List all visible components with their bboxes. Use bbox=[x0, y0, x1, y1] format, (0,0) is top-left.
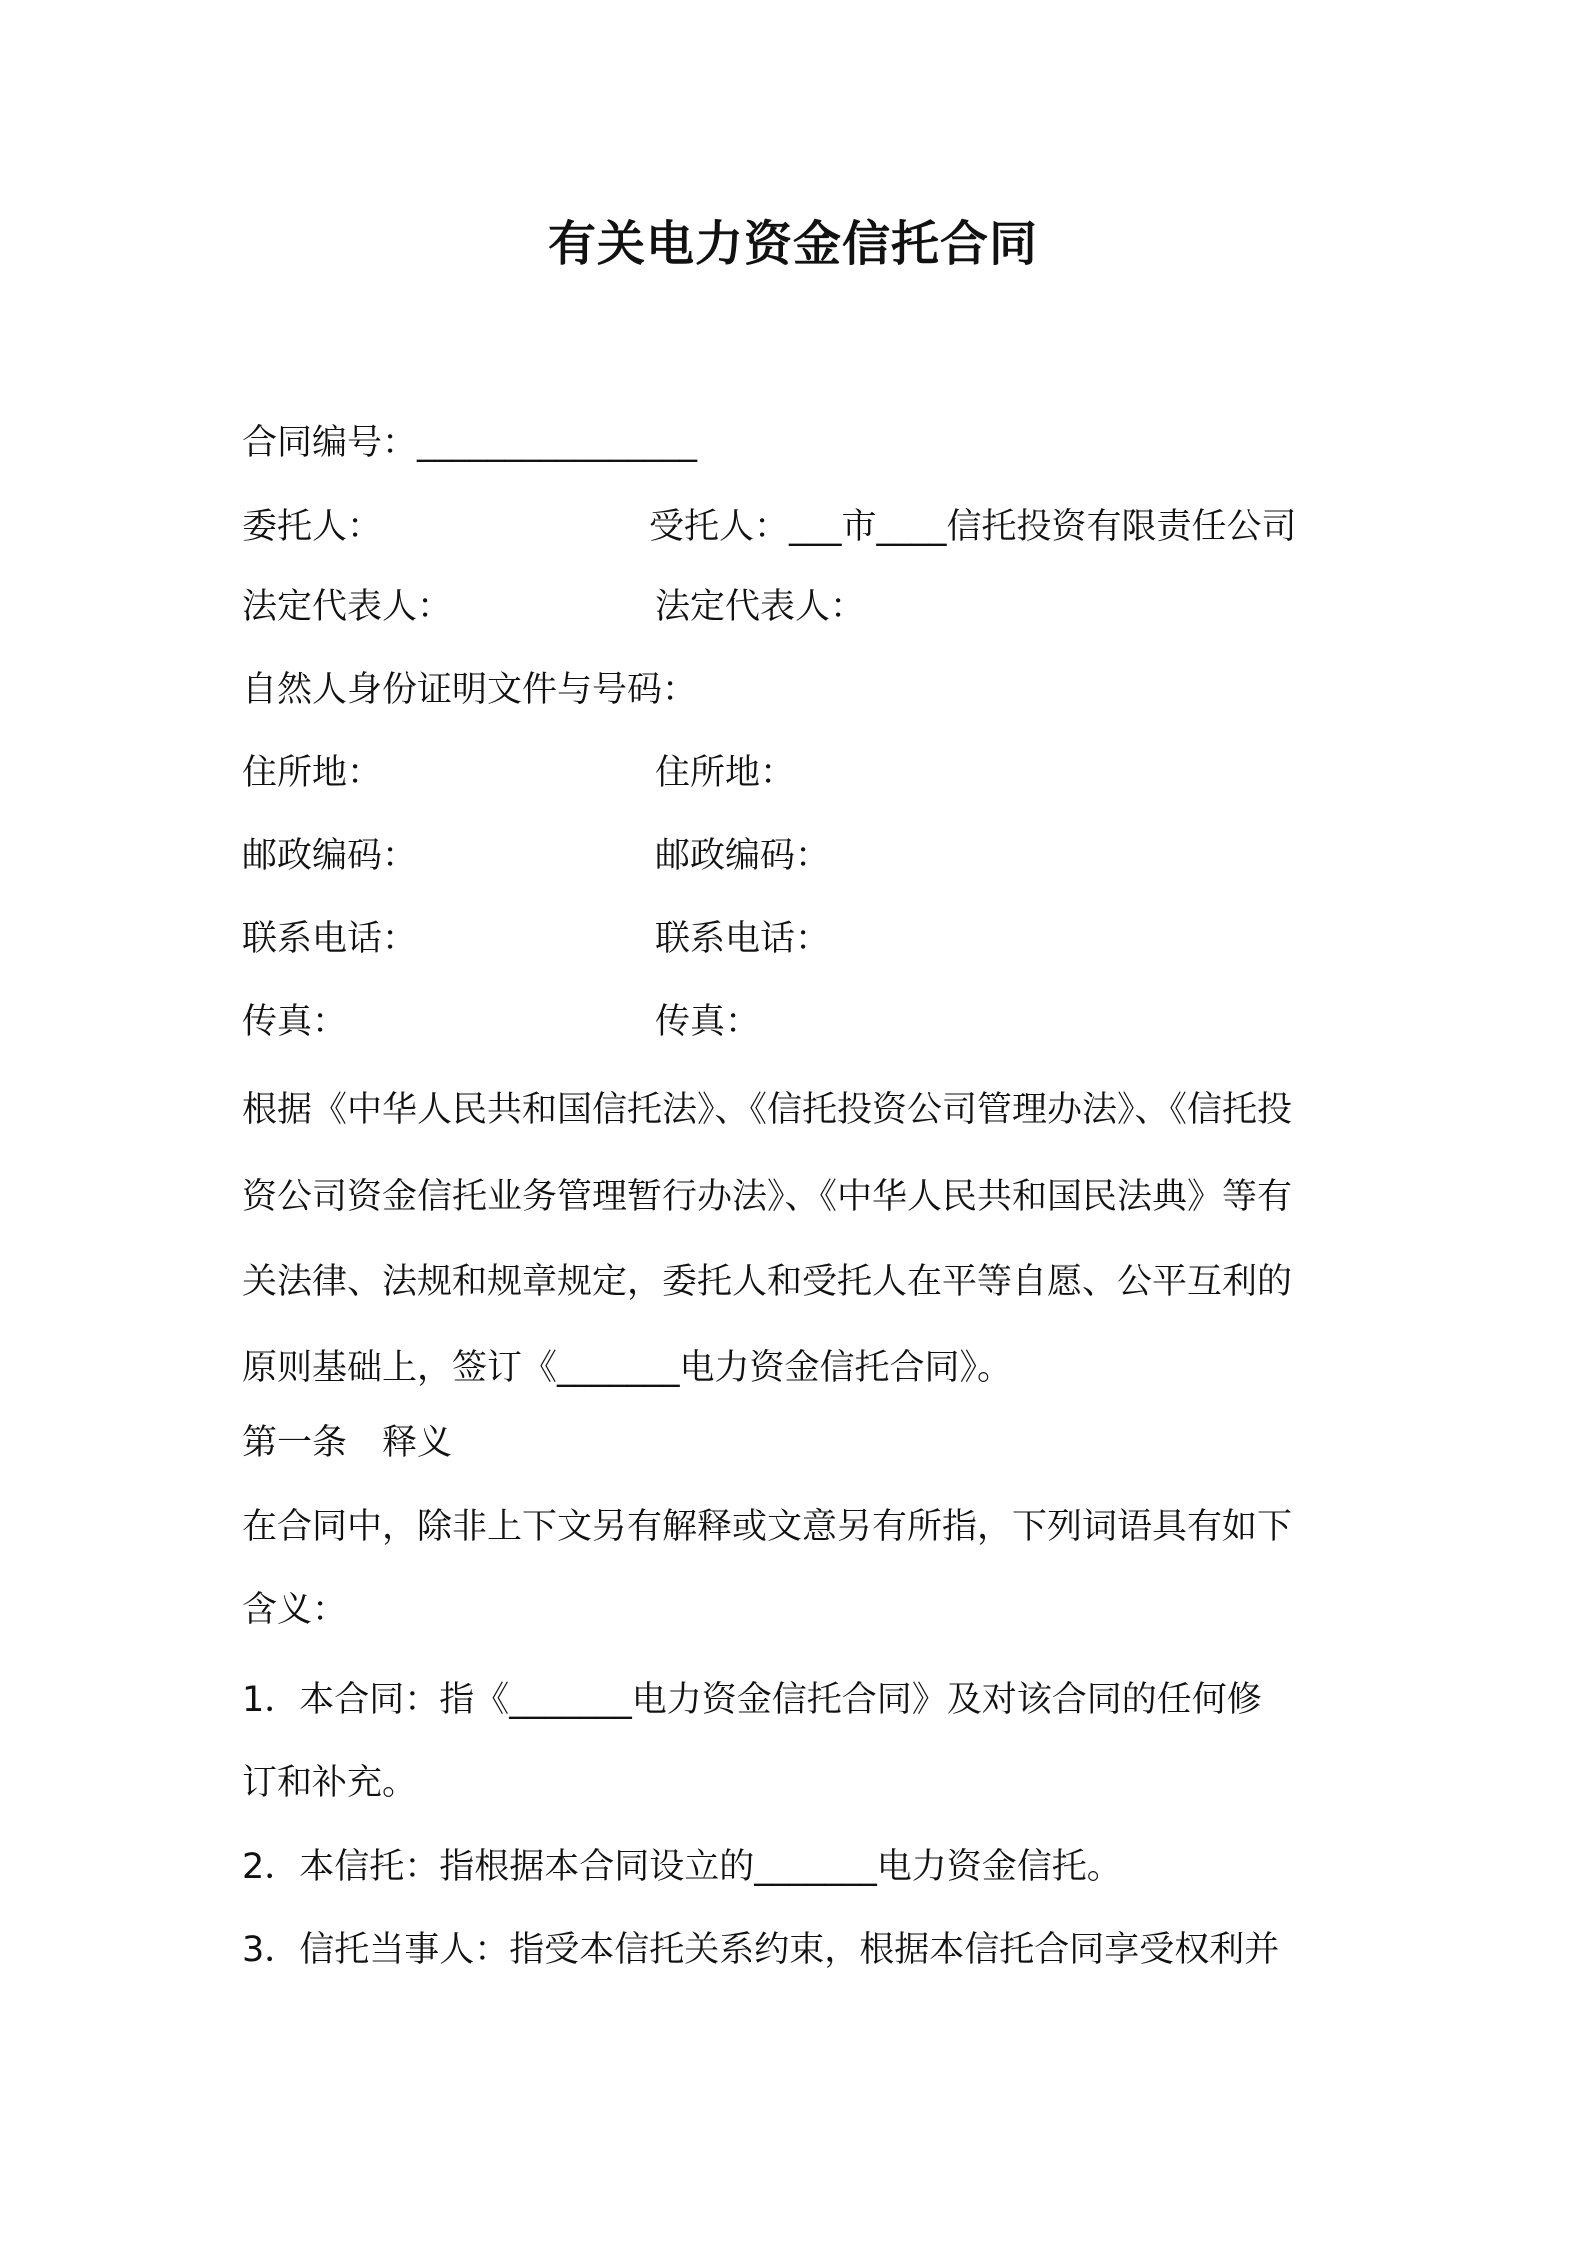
definition-item-line: 3．信托当事人：指受本信托关系约束，根据本信托合同享受权利并 bbox=[242, 1930, 1280, 1970]
trustee-postcode-label: 邮政编码： bbox=[655, 836, 831, 876]
trustee-label: 受托人：___市____信托投资有限责任公司 bbox=[649, 507, 1297, 547]
entrustor-postcode-label: 邮政编码： bbox=[242, 836, 418, 876]
party-row-phone bbox=[242, 914, 1362, 964]
entrustor-label: 委托人： bbox=[242, 507, 383, 547]
trustee-rep-label: 法定代表人： bbox=[655, 587, 866, 627]
party-row-fax bbox=[242, 997, 1362, 1047]
article-1-heading: 第一条 释义 bbox=[242, 1423, 453, 1463]
definition-item-line: 2．本信托：指根据本合同设立的_______电力资金信托。 bbox=[242, 1847, 1122, 1887]
preamble-line: 资公司资金信托业务管理暂行办法》、《中华人民共和国民法典》等有 bbox=[242, 1177, 1293, 1217]
party-row-address bbox=[242, 748, 1362, 798]
trustee-fax-label: 传真： bbox=[655, 1002, 761, 1042]
preamble-line: 关法律、法规和规章规定，委托人和受托人在平等自愿、公平互利的 bbox=[242, 1262, 1293, 1302]
definition-item-line: 订和补充。 bbox=[242, 1763, 418, 1803]
party-row-rep bbox=[242, 582, 1362, 632]
article-1-intro-line: 含义： bbox=[242, 1590, 348, 1630]
party-row-entrust bbox=[242, 502, 1362, 552]
contract-number: 合同编号：________________ bbox=[242, 423, 698, 463]
preamble-line: 根据《中华人民共和国信托法》、《信托投资公司管理办法》、《信托投 bbox=[242, 1090, 1293, 1130]
id-document-label: 自然人身份证明文件与号码： bbox=[242, 670, 698, 710]
document-title: 有关电力资金信托合同 bbox=[547, 216, 1038, 272]
definition-item-line: 1．本合同：指《_______电力资金信托合同》及对该合同的任何修 bbox=[242, 1680, 1262, 1720]
entrustor-fax-label: 传真： bbox=[242, 1002, 348, 1042]
article-1-intro-line: 在合同中，除非上下文另有解释或文意另有所指，下列词语具有如下 bbox=[242, 1507, 1293, 1547]
entrustor-rep-label: 法定代表人： bbox=[242, 587, 453, 627]
trustee-address-label: 住所地： bbox=[655, 753, 796, 793]
preamble-line: 原则基础上，签订《_______电力资金信托合同》。 bbox=[242, 1348, 1013, 1388]
entrustor-phone-label: 联系电话： bbox=[242, 919, 418, 959]
trustee-phone-label: 联系电话： bbox=[655, 919, 831, 959]
party-row-postcode bbox=[242, 831, 1362, 881]
entrustor-address-label: 住所地： bbox=[242, 753, 383, 793]
